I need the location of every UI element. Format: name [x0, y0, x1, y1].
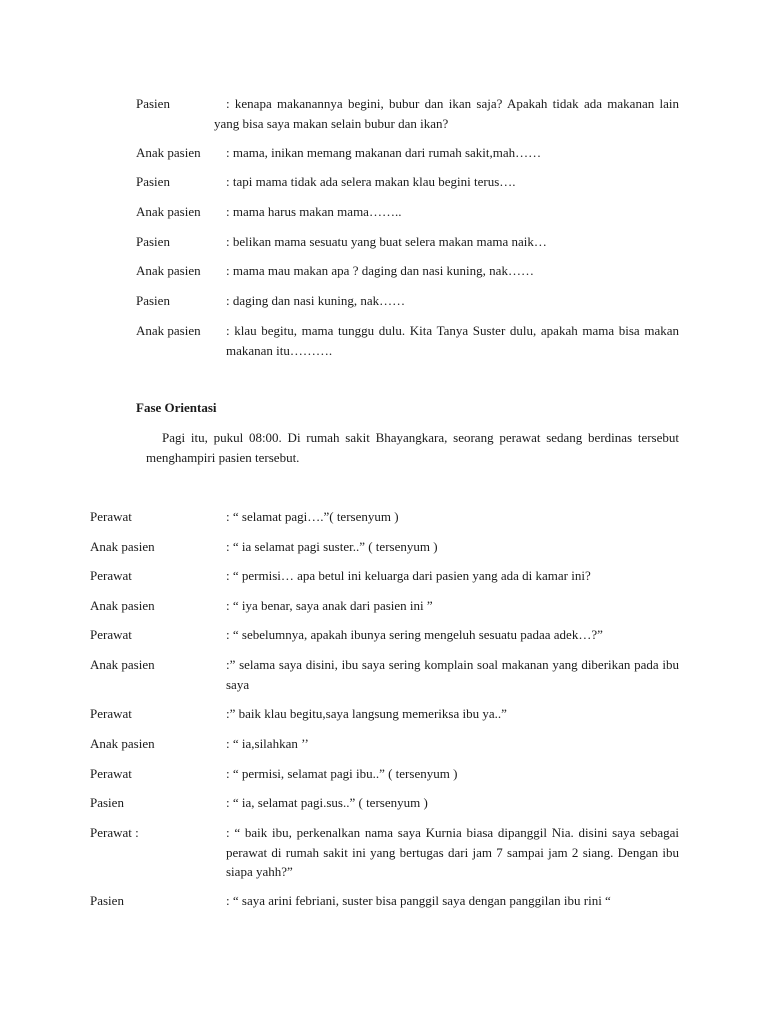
speaker-label: Perawat [90, 706, 132, 721]
speaker-label: Pasien [90, 893, 124, 908]
utterance-text: :” baik klau begitu,saya langsung memeriksa ibu ya..” [226, 706, 507, 721]
speaker-label: Perawat : [90, 825, 139, 840]
speaker-label: Anak pasien [90, 657, 155, 672]
speaker-label: Perawat [90, 766, 132, 781]
utterance-text: : tapi mama tidak ada selera makan klau begini terus…. [226, 174, 516, 189]
speaker-label: Perawat [90, 627, 132, 642]
utterance-text: : “ saya arini febriani, suster bisa panggil saya dengan panggilan ibu rini “ [226, 893, 611, 908]
speaker-label: Anak pasien [136, 263, 201, 278]
utterance-text: : mama harus makan mama…….. [226, 204, 402, 219]
narrative-paragraph: Pagi itu, pukul 08:00. Di rumah sakit Bhayangkara, seorang perawat sedang berdinas tersebut menghampiri pasien tersebut. [146, 430, 679, 465]
utterance-text: : daging dan nasi kuning, nak…… [226, 293, 406, 308]
utterance-text: : klau begitu, mama tunggu dulu. Kita Tanya Suster dulu, apakah mama bisa makan makanan itu………. [226, 323, 679, 358]
speaker-label: Anak pasien [136, 145, 201, 160]
utterance-text: : “ permisi, selamat pagi ibu..” ( tersenyum ) [226, 766, 458, 781]
utterance-text: : “ ia, selamat pagi.sus..” ( tersenyum ) [226, 795, 428, 810]
speaker-label: Pasien [136, 293, 170, 308]
utterance-text: : “ sebelumnya, apakah ibunya sering mengeluh sesuatu padaa adek…?” [226, 627, 603, 642]
utterance-text: : “ iya benar, saya anak dari pasien ini ” [226, 598, 433, 613]
speaker-label: Perawat [90, 509, 132, 524]
speaker-label: Pasien [136, 96, 170, 111]
utterance-text: : mama mau makan apa ? daging dan nasi kuning, nak…… [226, 263, 534, 278]
utterance-text: : kenapa makanannya begini, bubur dan ikan saja? Apakah tidak ada makanan lain yang bisa saya makan selain bubur dan ikan? [214, 96, 679, 131]
utterance-text: : belikan mama sesuatu yang buat selera makan mama naik… [226, 234, 547, 249]
utterance-text: : “ ia,silahkan ’’ [226, 736, 309, 751]
utterance-text: : mama, inikan memang makanan dari rumah sakit,mah…… [226, 145, 542, 160]
section-heading: Fase Orientasi [136, 400, 217, 415]
speaker-label: Anak pasien [136, 204, 201, 219]
speaker-label: Perawat [90, 568, 132, 583]
speaker-label: Pasien [136, 234, 170, 249]
speaker-label: Anak pasien [136, 323, 201, 338]
speaker-label: Pasien [136, 174, 170, 189]
utterance-text: : “ baik ibu, perkenalkan nama saya Kurnia biasa dipanggil Nia. disini saya sebagai perawat di rumah sakit ini yang bertugas dari jam 7 sampai jam 2 siang. Dengan ibu siapa yahh?” [226, 825, 679, 879]
speaker-label: Anak pasien [90, 736, 155, 751]
speaker-label: Anak pasien [90, 598, 155, 613]
utterance-text: : “ permisi… apa betul ini keluarga dari pasien yang ada di kamar ini? [226, 568, 591, 583]
utterance-text: :” selama saya disini, ibu saya sering komplain soal makanan yang diberikan pada ibu saya [226, 657, 679, 692]
utterance-text: : “ selamat pagi….”( tersenyum ) [226, 509, 399, 524]
speaker-label: Pasien [90, 795, 124, 810]
utterance-text: : “ ia selamat pagi suster..” ( tersenyum ) [226, 539, 438, 554]
speaker-label: Anak pasien [90, 539, 155, 554]
